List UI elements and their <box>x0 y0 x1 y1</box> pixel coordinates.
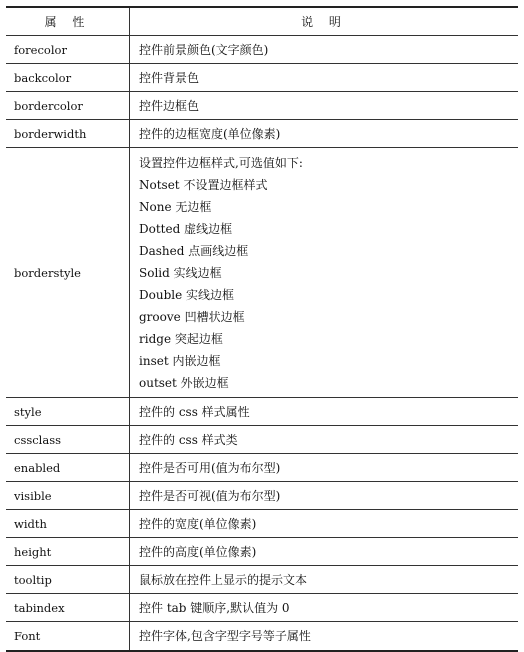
property-table <box>6 6 518 652</box>
property-name: tabindex <box>6 594 130 621</box>
table-row <box>6 148 518 398</box>
property-name: bordercolor <box>6 92 130 119</box>
property-name: style <box>6 398 130 425</box>
description-line: Double 实线边框 <box>139 287 235 302</box>
description-line: 控件的高度(单位像素) <box>139 544 257 559</box>
description-line: 控件的 css 样式类 <box>139 432 238 447</box>
property-description <box>130 454 518 481</box>
description-line: 设置控件边框样式,可选值如下: <box>139 155 303 170</box>
description-line: 控件的 css 样式属性 <box>139 404 250 419</box>
header-description: 说 明 <box>301 15 347 29</box>
property-description <box>130 566 518 593</box>
table-row <box>6 64 518 92</box>
property-name: borderwidth <box>6 120 130 147</box>
table-row <box>6 36 518 64</box>
description-line: Dashed 点画线边框 <box>139 243 249 258</box>
table-row <box>6 538 518 566</box>
description-line: 控件 tab 键顺序,默认值为 0 <box>139 600 290 615</box>
description-line: Solid 实线边框 <box>139 265 222 280</box>
property-description <box>130 482 518 509</box>
table-row <box>6 454 518 482</box>
table-row <box>6 120 518 148</box>
property-description <box>130 148 518 397</box>
table-row <box>6 482 518 510</box>
property-name: visible <box>6 482 130 509</box>
property-description <box>130 594 518 621</box>
property-name: borderstyle <box>6 148 130 397</box>
table-row <box>6 92 518 120</box>
table-row <box>6 566 518 594</box>
property-description <box>130 120 518 147</box>
description-line: outset 外嵌边框 <box>139 375 229 390</box>
property-description <box>130 36 518 63</box>
table-row <box>6 594 518 622</box>
table-row <box>6 426 518 454</box>
description-line: 控件前景颜色(文字颜色) <box>139 42 269 57</box>
table-row <box>6 510 518 538</box>
property-description <box>130 398 518 425</box>
header-property: 属 性 <box>6 8 130 35</box>
description-line: None 无边框 <box>139 199 212 214</box>
property-name: height <box>6 538 130 565</box>
property-description <box>130 92 518 119</box>
property-name: Font <box>6 622 130 650</box>
property-description <box>130 426 518 453</box>
description-line: 控件边框色 <box>139 98 200 113</box>
property-name: backcolor <box>6 64 130 91</box>
description-line: 控件是否可视(值为布尔型) <box>139 488 281 503</box>
property-name: enabled <box>6 454 130 481</box>
description-line: 控件的宽度(单位像素) <box>139 516 257 531</box>
table-row <box>6 398 518 426</box>
description-line: 控件是否可用(值为布尔型) <box>139 460 281 475</box>
description-line: groove 凹槽状边框 <box>139 309 245 324</box>
description-line: 控件字体,包含字型字号等子属性 <box>139 629 311 643</box>
property-description <box>130 538 518 565</box>
table-header-row <box>6 8 518 36</box>
description-line: ridge 突起边框 <box>139 331 223 346</box>
description-line: 鼠标放在控件上显示的提示文本 <box>139 572 308 587</box>
property-description <box>130 64 518 91</box>
description-line: Dotted 虚线边框 <box>139 221 233 236</box>
property-name: cssclass <box>6 426 130 453</box>
description-line: inset 内嵌边框 <box>139 353 221 368</box>
property-name: tooltip <box>6 566 130 593</box>
property-description <box>130 510 518 537</box>
property-name: forecolor <box>6 36 130 63</box>
description-line: 控件的边框宽度(单位像素) <box>139 126 281 141</box>
description-line: 控件背景色 <box>139 70 200 85</box>
property-name: width <box>6 510 130 537</box>
description-line: Notset 不设置边框样式 <box>139 177 268 192</box>
